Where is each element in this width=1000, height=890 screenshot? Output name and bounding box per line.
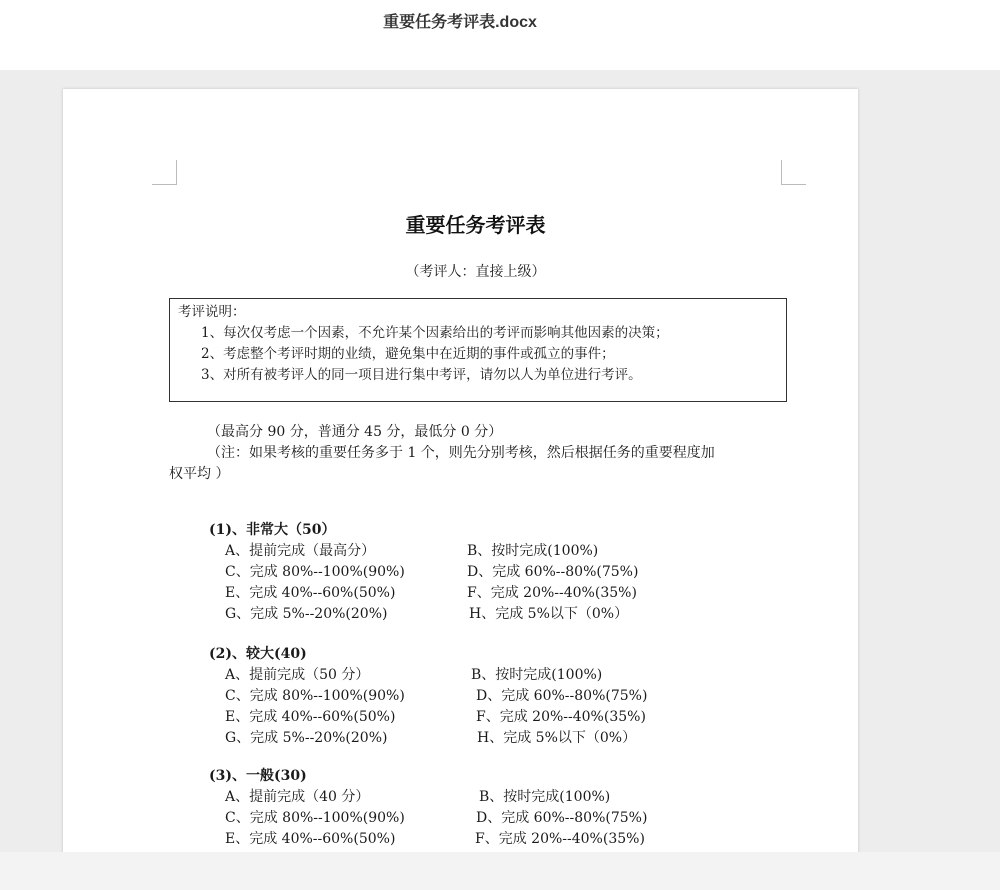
option-row [209, 787, 769, 808]
section-moderate [209, 766, 769, 850]
option: B、按时完成(100%) [467, 543, 599, 559]
option: E、完成 40%--60%(50%) [225, 831, 396, 847]
scoring-note [169, 422, 789, 485]
notes-label: 考评说明： [178, 304, 246, 320]
option-row [209, 541, 769, 562]
option: H、完成 5%以下（0%） [477, 730, 637, 746]
option: G、完成 5%--20%(20%) [225, 730, 388, 746]
option: F、完成 20%--40%(35%) [475, 831, 645, 847]
evaluation-notes-box [169, 298, 787, 402]
option: A、提前完成（50 分） [225, 667, 370, 683]
option: D、完成 60%--80%(75%) [467, 564, 639, 580]
section-heading: (3)、一般(30) [209, 768, 307, 784]
option-row [209, 829, 769, 850]
option: B、按时完成(100%) [471, 667, 603, 683]
option: E、完成 40%--60%(50%) [225, 585, 396, 601]
section-heading: (2)、较大(40) [209, 646, 307, 662]
option: D、完成 60%--80%(75%) [476, 688, 648, 704]
scoring-range: （最高分 90 分，普通分 45 分，最低分 0 分） [207, 424, 503, 440]
section-large [209, 644, 769, 749]
option: D、完成 60%--80%(75%) [476, 810, 648, 826]
option-row [209, 562, 769, 583]
option: E、完成 40%--60%(50%) [225, 709, 396, 725]
section-very-large [209, 520, 769, 625]
option: H、完成 5%以下（0%） [469, 606, 629, 622]
option: C、完成 80%--100%(90%) [225, 810, 405, 826]
option-row [209, 707, 769, 728]
title-bar [0, 0, 1000, 70]
crop-mark-top-left [152, 160, 177, 185]
option-row [209, 604, 769, 625]
document-title: 重要任务考评表 [405, 213, 546, 237]
option: G、完成 5%--20%(20%) [225, 606, 388, 622]
option: C、完成 80%--100%(90%) [225, 688, 405, 704]
document-subtitle: （考评人：直接上级） [405, 264, 546, 280]
option-row [209, 808, 769, 829]
option-row [209, 583, 769, 604]
scoring-remark: （注：如果考核的重要任务多于 1 个，则先分别考核，然后根据任务的重要程度加 [207, 445, 715, 461]
document-viewer[interactable] [0, 70, 1000, 852]
notes-item: 3、对所有被考评人的同一项目进行集中考评，请勿以人为单位进行考评。 [201, 367, 642, 383]
option: A、提前完成（最高分） [225, 543, 376, 559]
option: A、提前完成（40 分） [225, 789, 370, 805]
crop-mark-top-right [781, 160, 806, 185]
file-title: 重要任务考评表.docx [383, 14, 537, 31]
notes-item: 2、考虑整个考评时期的业绩，避免集中在近期的事件或孤立的事件； [201, 346, 615, 362]
option-row [209, 686, 769, 707]
option: B、按时完成(100%) [479, 789, 611, 805]
notes-item: 1、每次仅考虑一个因素，不允许某个因素给出的考评而影响其他因素的决策； [201, 325, 669, 341]
scoring-remark-cont: 权平均 ） [169, 466, 230, 482]
bottom-bar [0, 852, 1000, 890]
option: F、完成 20%--40%(35%) [467, 585, 637, 601]
option: C、完成 80%--100%(90%) [225, 564, 405, 580]
document-page [63, 89, 858, 852]
option-row [209, 728, 769, 749]
section-heading: (1)、非常大（50） [209, 522, 336, 538]
option: F、完成 20%--40%(35%) [476, 709, 646, 725]
option-row [209, 665, 769, 686]
